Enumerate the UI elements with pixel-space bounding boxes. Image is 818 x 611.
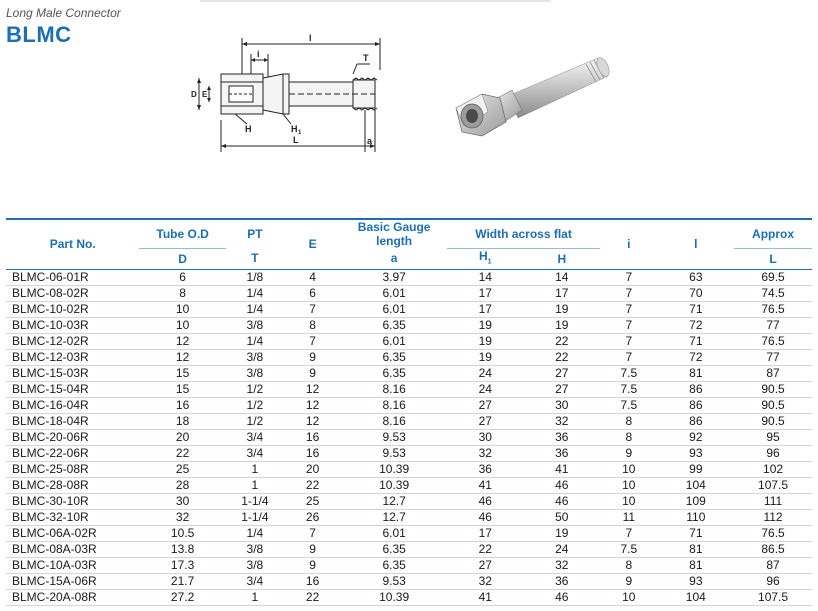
cell-gauge-length: 10.39	[341, 477, 447, 493]
cell-h: 19	[524, 317, 601, 333]
cell-i: 7	[600, 269, 658, 285]
cell-i: 7.5	[600, 541, 658, 557]
cell-tube-od: 8	[139, 285, 225, 301]
cell-tube-od: 6	[139, 269, 225, 285]
cell-tube-od: 28	[139, 477, 225, 493]
cell-part-no: BLMC-16-04R	[6, 397, 139, 413]
table-row	[6, 461, 812, 477]
cell-part-no: BLMC-30-10R	[6, 493, 139, 509]
cell-part-no: BLMC-20A-08R	[6, 589, 139, 605]
cell-i: 9	[600, 445, 658, 461]
cell-e: 9	[284, 365, 341, 381]
cell-gauge-length: 8.16	[341, 397, 447, 413]
cell-l: 92	[658, 429, 735, 445]
cell-h1: 24	[447, 381, 524, 397]
cell-l: 93	[658, 573, 735, 589]
label-a: a	[367, 136, 373, 146]
label-L: L	[293, 135, 299, 145]
cell-gauge-length: 6.35	[341, 317, 447, 333]
product-subtitle: Long Male Connector	[6, 6, 121, 20]
cell-e: 6	[284, 285, 341, 301]
cell-h: 22	[524, 333, 601, 349]
cell-tube-od: 21.7	[139, 573, 225, 589]
table-row	[6, 381, 812, 397]
cell-pt: 1/4	[226, 301, 284, 317]
cell-approx-l: 95	[734, 429, 812, 445]
cell-h: 22	[524, 349, 601, 365]
cell-approx-l: 96	[734, 573, 812, 589]
col-gauge-sub: a	[341, 248, 447, 269]
cell-l: 81	[658, 541, 735, 557]
table-row	[6, 301, 812, 317]
cell-h1: 17	[447, 525, 524, 541]
cell-i: 7	[600, 349, 658, 365]
col-h1-subscript: 1	[487, 257, 492, 265]
cell-l: 71	[658, 525, 735, 541]
cell-h: 32	[524, 557, 601, 573]
cell-e: 16	[284, 445, 341, 461]
cell-gauge-length: 6.01	[341, 285, 447, 301]
cell-e: 26	[284, 509, 341, 525]
table-row	[6, 573, 812, 589]
table-row	[6, 333, 812, 349]
cell-h1: 19	[447, 317, 524, 333]
cell-approx-l: 96	[734, 445, 812, 461]
cell-gauge-length: 9.53	[341, 445, 447, 461]
cell-part-no: BLMC-06A-02R	[6, 525, 139, 541]
header-row-1	[6, 219, 812, 248]
label-H: H	[245, 124, 252, 134]
cell-e: 7	[284, 525, 341, 541]
cell-gauge-length: 6.35	[341, 349, 447, 365]
cell-l: 110	[658, 509, 735, 525]
cell-l: 86	[658, 381, 735, 397]
table-row	[6, 509, 812, 525]
cell-part-no: BLMC-20-06R	[6, 429, 139, 445]
cell-approx-l: 77	[734, 349, 812, 365]
cell-approx-l: 69.5	[734, 269, 812, 285]
cell-h1: 17	[447, 301, 524, 317]
table-row	[6, 317, 812, 333]
cell-h1: 27	[447, 397, 524, 413]
cell-approx-l: 90.5	[734, 397, 812, 413]
cell-part-no: BLMC-15-03R	[6, 365, 139, 381]
label-l: l	[309, 33, 312, 43]
cell-h1: 14	[447, 269, 524, 285]
cell-i: 10	[600, 589, 658, 605]
cell-i: 8	[600, 429, 658, 445]
cell-h1: 46	[447, 493, 524, 509]
cell-tube-od: 12	[139, 333, 225, 349]
label-H1: H	[291, 124, 298, 134]
technical-drawing	[185, 30, 395, 155]
cell-e: 9	[284, 349, 341, 365]
cell-part-no: BLMC-15A-06R	[6, 573, 139, 589]
cell-e: 9	[284, 557, 341, 573]
table-row	[6, 429, 812, 445]
cell-part-no: BLMC-25-08R	[6, 461, 139, 477]
cell-h1: 46	[447, 509, 524, 525]
cell-gauge-length: 6.01	[341, 525, 447, 541]
cell-i: 7	[600, 301, 658, 317]
cell-h1: 36	[447, 461, 524, 477]
cell-e: 25	[284, 493, 341, 509]
cell-h1: 27	[447, 413, 524, 429]
cell-l: 99	[658, 461, 735, 477]
cell-tube-od: 10	[139, 301, 225, 317]
cell-tube-od: 16	[139, 397, 225, 413]
cell-h: 17	[524, 285, 601, 301]
cell-gauge-length: 6.01	[341, 301, 447, 317]
cell-l: 63	[658, 269, 735, 285]
spec-table-body	[6, 269, 812, 605]
cell-pt: 1/2	[226, 413, 284, 429]
table-row	[6, 477, 812, 493]
label-T: T	[363, 53, 369, 63]
table-row	[6, 445, 812, 461]
cell-tube-od: 15	[139, 365, 225, 381]
cell-h: 14	[524, 269, 601, 285]
cell-pt: 3/8	[226, 365, 284, 381]
cell-h: 41	[524, 461, 601, 477]
cell-h: 46	[524, 589, 601, 605]
table-row	[6, 493, 812, 509]
cell-pt: 3/4	[226, 445, 284, 461]
cell-part-no: BLMC-08A-03R	[6, 541, 139, 557]
cell-h1: 19	[447, 349, 524, 365]
cell-e: 4	[284, 269, 341, 285]
cell-i: 11	[600, 509, 658, 525]
cell-tube-od: 20	[139, 429, 225, 445]
cell-part-no: BLMC-08-02R	[6, 285, 139, 301]
cell-part-no: BLMC-10-03R	[6, 317, 139, 333]
cell-tube-od: 32	[139, 509, 225, 525]
cell-pt: 1	[226, 589, 284, 605]
cell-gauge-length: 3.97	[341, 269, 447, 285]
cell-pt: 1/4	[226, 525, 284, 541]
cell-i: 7.5	[600, 365, 658, 381]
cell-tube-od: 22	[139, 445, 225, 461]
cell-h1: 41	[447, 477, 524, 493]
cell-i: 10	[600, 461, 658, 477]
cell-gauge-length: 6.35	[341, 541, 447, 557]
product-title: BLMC	[6, 22, 72, 47]
cell-h1: 27	[447, 557, 524, 573]
cell-h: 36	[524, 429, 601, 445]
cell-gauge-length: 10.39	[341, 589, 447, 605]
cell-part-no: BLMC-22-06R	[6, 445, 139, 461]
cell-pt: 3/4	[226, 429, 284, 445]
cell-tube-od: 18	[139, 413, 225, 429]
cell-l: 104	[658, 477, 735, 493]
cell-pt: 1/4	[226, 333, 284, 349]
label-i: i	[257, 49, 260, 59]
cell-tube-od: 12	[139, 349, 225, 365]
cell-i: 7	[600, 333, 658, 349]
cell-approx-l: 86.5	[734, 541, 812, 557]
cell-tube-od: 13.8	[139, 541, 225, 557]
cell-approx-l: 90.5	[734, 381, 812, 397]
cell-e: 9	[284, 541, 341, 557]
cell-pt: 1/2	[226, 397, 284, 413]
cell-l: 93	[658, 445, 735, 461]
col-gauge-line1: Basic Gauge	[357, 220, 431, 234]
cell-h1: 30	[447, 429, 524, 445]
cell-e: 7	[284, 301, 341, 317]
cell-h: 30	[524, 397, 601, 413]
cell-tube-od: 15	[139, 381, 225, 397]
cell-approx-l: 76.5	[734, 525, 812, 541]
top-divider	[200, 0, 550, 2]
cell-l: 71	[658, 333, 735, 349]
cell-e: 20	[284, 461, 341, 477]
cell-gauge-length: 9.53	[341, 429, 447, 445]
label-E: E	[202, 90, 208, 99]
cell-i: 9	[600, 573, 658, 589]
cell-part-no: BLMC-15-04R	[6, 381, 139, 397]
cell-i: 8	[600, 413, 658, 429]
cell-part-no: BLMC-10A-03R	[6, 557, 139, 573]
cell-pt: 3/4	[226, 573, 284, 589]
cell-gauge-length: 12.7	[341, 493, 447, 509]
cell-pt: 1-1/4	[226, 509, 284, 525]
cell-approx-l: 76.5	[734, 301, 812, 317]
cell-approx-l: 76.5	[734, 333, 812, 349]
cell-approx-l: 87	[734, 557, 812, 573]
cell-h1: 32	[447, 573, 524, 589]
col-width-across-flat: Width across flat	[447, 219, 600, 248]
col-approx: Approx	[734, 219, 812, 248]
cell-e: 16	[284, 429, 341, 445]
cell-h1: 22	[447, 541, 524, 557]
spec-table	[6, 218, 812, 606]
cell-l: 81	[658, 557, 735, 573]
cell-l: 72	[658, 317, 735, 333]
cell-approx-l: 107.5	[734, 477, 812, 493]
cell-gauge-length: 12.7	[341, 509, 447, 525]
cell-l: 71	[658, 301, 735, 317]
cell-i: 8	[600, 557, 658, 573]
cell-i: 7	[600, 285, 658, 301]
col-pt: PT	[226, 219, 284, 248]
cell-e: 12	[284, 413, 341, 429]
cell-l: 81	[658, 365, 735, 381]
cell-e: 12	[284, 381, 341, 397]
cell-tube-od: 10	[139, 317, 225, 333]
cell-h: 19	[524, 525, 601, 541]
cell-approx-l: 90.5	[734, 413, 812, 429]
cell-pt: 1	[226, 477, 284, 493]
cell-gauge-length: 10.39	[341, 461, 447, 477]
cell-gauge-length: 8.16	[341, 381, 447, 397]
cell-approx-l: 87	[734, 365, 812, 381]
cell-e: 7	[284, 333, 341, 349]
cell-e: 12	[284, 397, 341, 413]
table-row	[6, 413, 812, 429]
cell-i: 7.5	[600, 397, 658, 413]
col-approx-sub: L	[734, 248, 812, 269]
table-row	[6, 269, 812, 285]
cell-gauge-length: 8.16	[341, 413, 447, 429]
cell-l: 104	[658, 589, 735, 605]
cell-h1: 19	[447, 333, 524, 349]
cell-e: 8	[284, 317, 341, 333]
cell-e: 22	[284, 477, 341, 493]
cell-h: 50	[524, 509, 601, 525]
table-row	[6, 365, 812, 381]
table-row	[6, 525, 812, 541]
cell-h: 27	[524, 381, 601, 397]
cell-l: 109	[658, 493, 735, 509]
col-gauge-line2: length	[376, 234, 413, 248]
label-H1-sub: 1	[298, 130, 302, 136]
col-l-lower: l	[658, 219, 735, 269]
cell-tube-od: 25	[139, 461, 225, 477]
cell-gauge-length: 6.35	[341, 365, 447, 381]
cell-h: 46	[524, 493, 601, 509]
cell-pt: 1/4	[226, 285, 284, 301]
cell-pt: 3/8	[226, 317, 284, 333]
cell-pt: 3/8	[226, 557, 284, 573]
cell-part-no: BLMC-32-10R	[6, 509, 139, 525]
cell-part-no: BLMC-28-08R	[6, 477, 139, 493]
col-gauge	[341, 219, 447, 248]
cell-approx-l: 112	[734, 509, 812, 525]
cell-i: 10	[600, 477, 658, 493]
cell-approx-l: 102	[734, 461, 812, 477]
col-part-no: Part No.	[6, 219, 139, 269]
table-row	[6, 285, 812, 301]
cell-h: 27	[524, 365, 601, 381]
cell-h: 46	[524, 477, 601, 493]
col-i: i	[600, 219, 658, 269]
cell-h: 19	[524, 301, 601, 317]
cell-part-no: BLMC-10-02R	[6, 301, 139, 317]
cell-e: 22	[284, 589, 341, 605]
cell-i: 7	[600, 525, 658, 541]
cell-approx-l: 74.5	[734, 285, 812, 301]
cell-h1: 41	[447, 589, 524, 605]
cell-approx-l: 107.5	[734, 589, 812, 605]
table-row	[6, 589, 812, 605]
cell-part-no: BLMC-12-02R	[6, 333, 139, 349]
cell-h1: 17	[447, 285, 524, 301]
table-row	[6, 349, 812, 365]
cell-l: 86	[658, 413, 735, 429]
cell-pt: 1/8	[226, 269, 284, 285]
cell-tube-od: 10.5	[139, 525, 225, 541]
cell-approx-l: 77	[734, 317, 812, 333]
cell-h1: 32	[447, 445, 524, 461]
cell-part-no: BLMC-06-01R	[6, 269, 139, 285]
col-h1-label: H	[479, 248, 488, 263]
cell-h: 36	[524, 445, 601, 461]
cell-pt: 3/8	[226, 541, 284, 557]
cell-pt: 1-1/4	[226, 493, 284, 509]
col-h1	[447, 248, 524, 269]
cell-approx-l: 111	[734, 493, 812, 509]
cell-l: 72	[658, 349, 735, 365]
col-pt-sub: T	[226, 248, 284, 269]
cell-pt: 1	[226, 461, 284, 477]
cell-h: 24	[524, 541, 601, 557]
cell-i: 7	[600, 317, 658, 333]
col-tube-od: Tube O.D	[139, 219, 225, 248]
product-photo	[448, 38, 618, 158]
col-e: E	[284, 219, 341, 269]
cell-tube-od: 30	[139, 493, 225, 509]
cell-l: 86	[658, 397, 735, 413]
cell-part-no: BLMC-18-04R	[6, 413, 139, 429]
col-tube-od-sub: D	[139, 248, 225, 269]
cell-e: 16	[284, 573, 341, 589]
cell-pt: 3/8	[226, 349, 284, 365]
cell-part-no: BLMC-12-03R	[6, 349, 139, 365]
col-h: H	[524, 248, 601, 269]
cell-tube-od: 17.3	[139, 557, 225, 573]
table-row	[6, 557, 812, 573]
cell-h: 36	[524, 573, 601, 589]
cell-pt: 1/2	[226, 381, 284, 397]
cell-i: 10	[600, 493, 658, 509]
cell-l: 70	[658, 285, 735, 301]
cell-gauge-length: 6.35	[341, 557, 447, 573]
cell-gauge-length: 9.53	[341, 573, 447, 589]
cell-h1: 24	[447, 365, 524, 381]
table-row	[6, 397, 812, 413]
cell-tube-od: 27.2	[139, 589, 225, 605]
table-row	[6, 541, 812, 557]
cell-gauge-length: 6.01	[341, 333, 447, 349]
cell-i: 7.5	[600, 381, 658, 397]
label-D: D	[191, 90, 197, 99]
cell-h: 32	[524, 413, 601, 429]
